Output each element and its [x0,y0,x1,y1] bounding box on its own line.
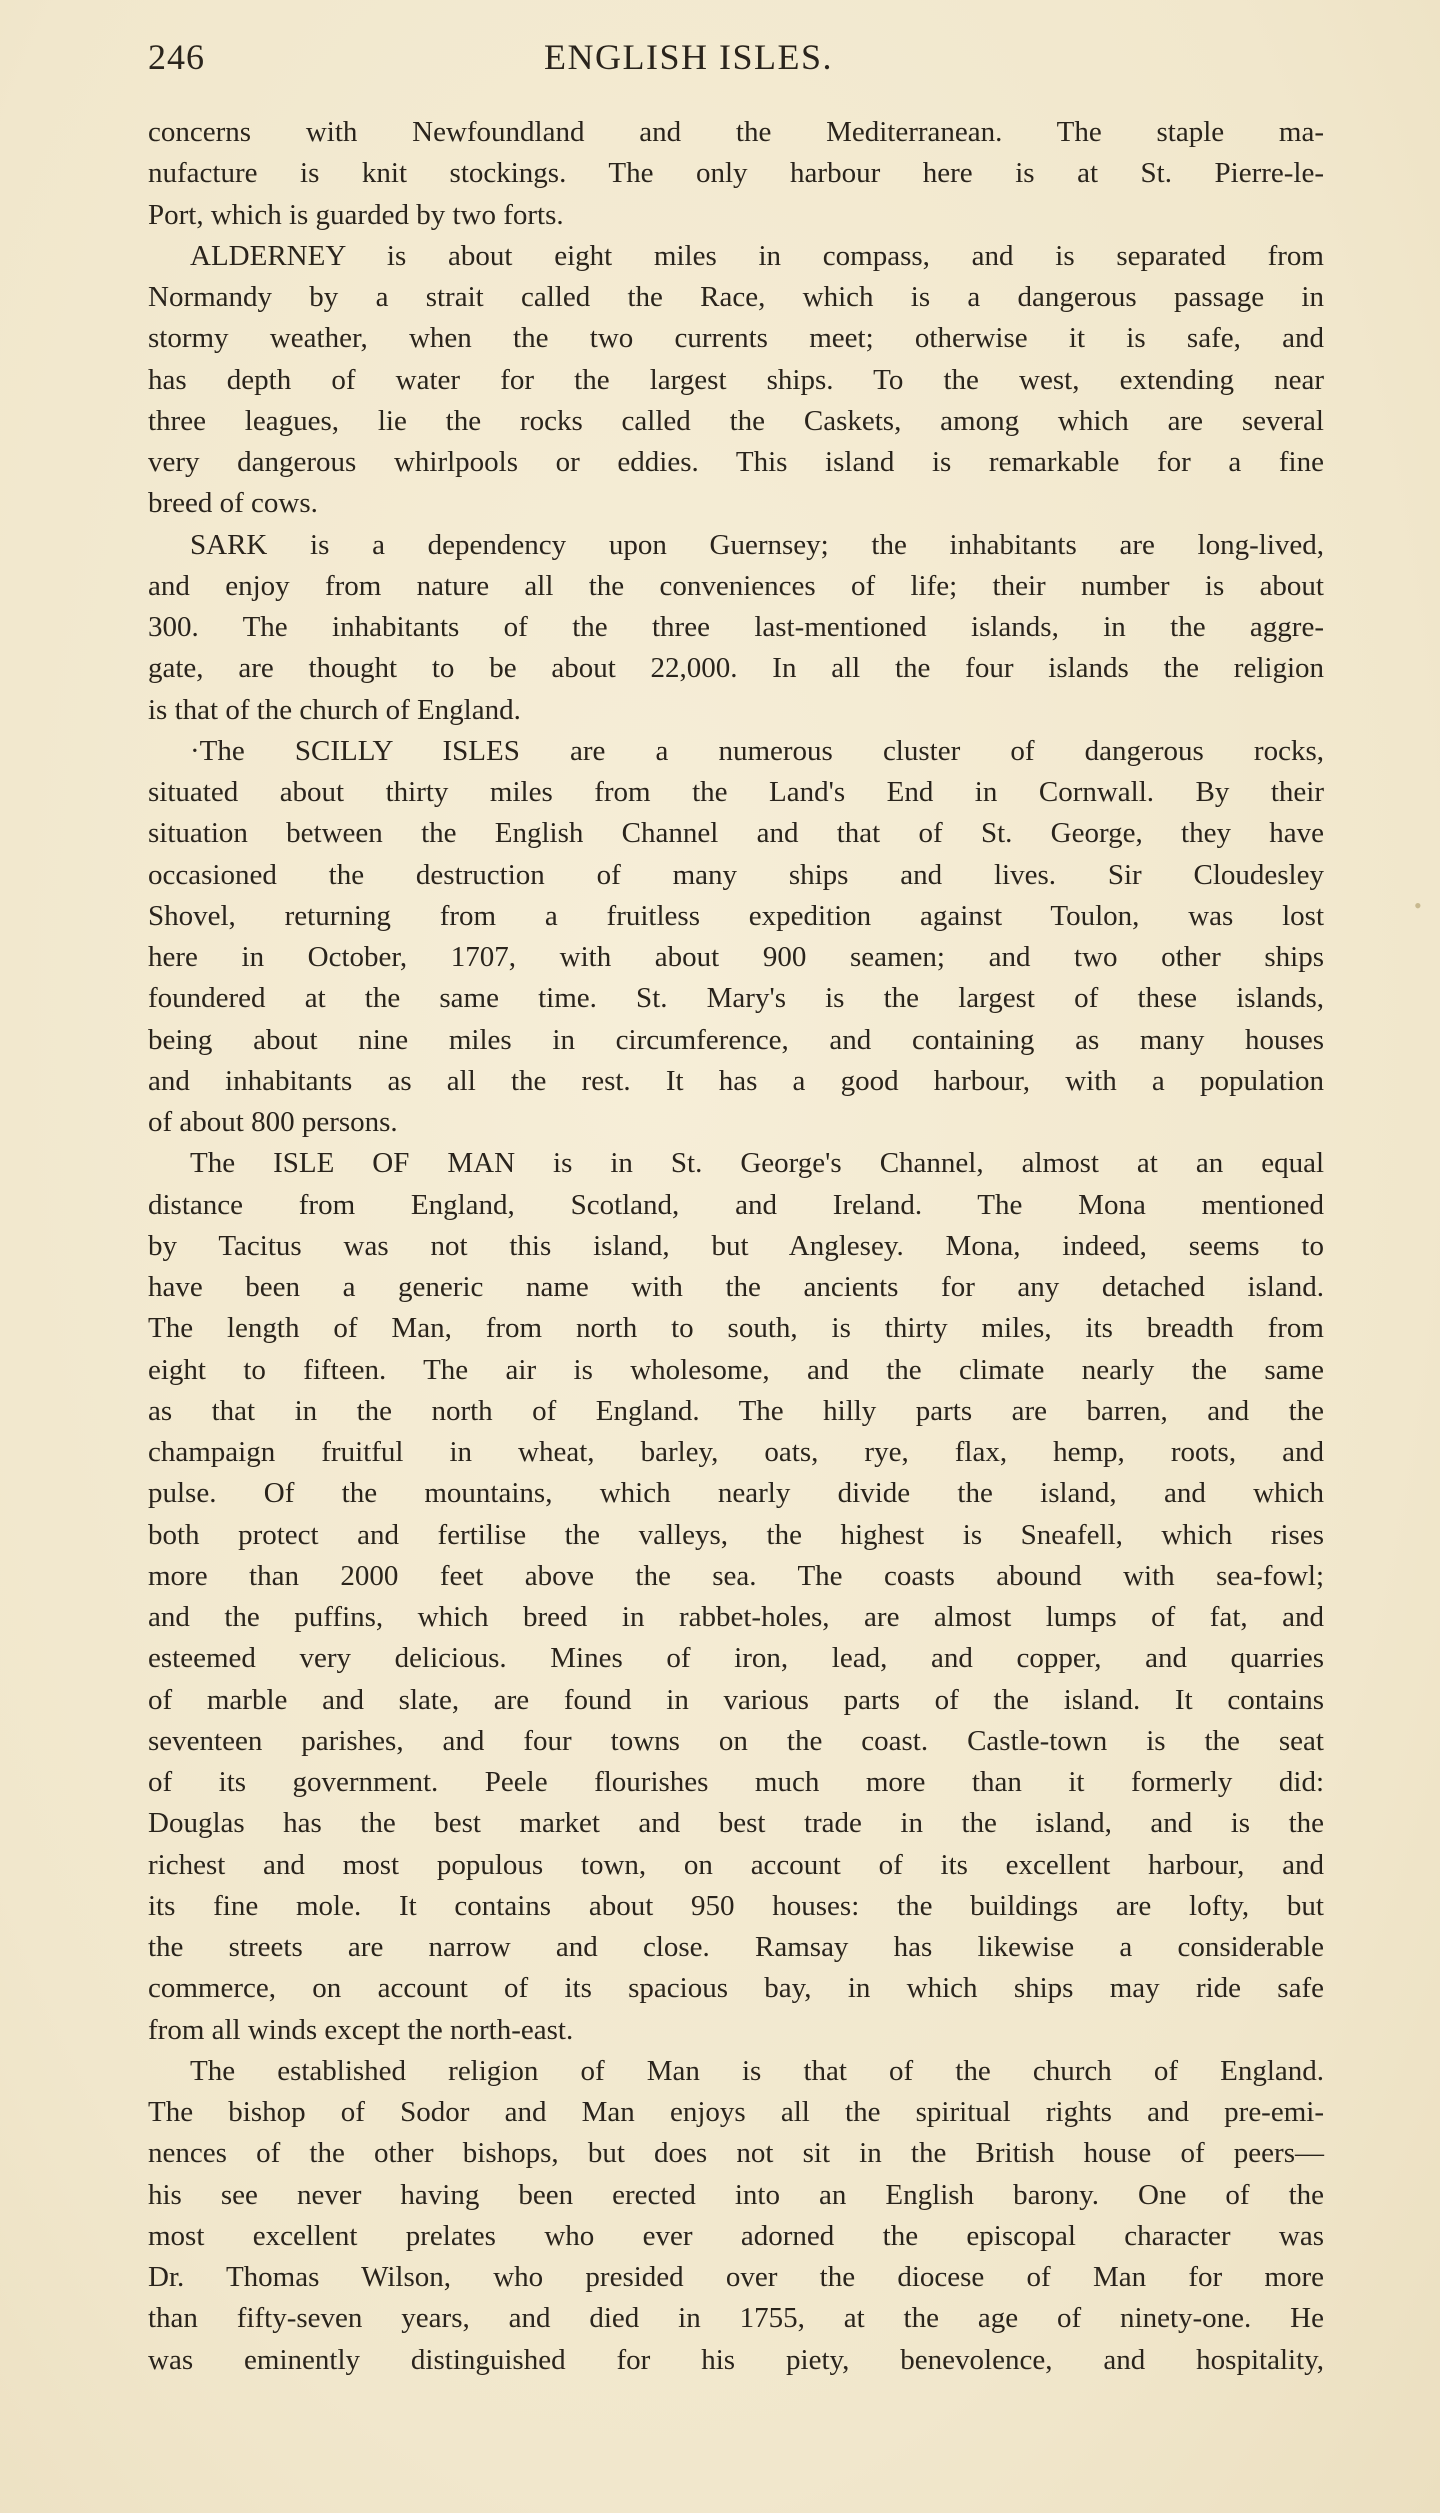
text-line: foundered at the same time. St. Mary's is the largest of these islands, [148,982,1324,1015]
text-line: more than 2000 feet above the sea. The coasts abound with sea-fowl; [148,1559,1324,1592]
text-line: was eminently distinguished for his piety, benevolence, and hospitality, [148,2343,1324,2376]
text-line: esteemed very delicious. Mines of iron, lead, and copper, and quarries [148,1642,1324,1675]
text-line: here in October, 1707, with about 900 seamen; and two other ships [148,941,1324,973]
text-line: Douglas has the best market and best trade in the island, and is the [148,1807,1324,1840]
text-line: champaign fruitful in wheat, barley, oats, rye, flax, hemp, roots, and [148,1436,1324,1468]
text-line: and the puffins, which breed in rabbet-holes, are almost lumps of fat, and [148,1601,1324,1633]
text-line: stormy weather, when the two currents meet; otherwise it is safe, and [148,322,1324,355]
text-line: three leagues, lie the rocks called the Caskets, among which are several [148,404,1324,437]
text-line: breed of cows. [148,487,318,520]
margin-speck: • [1414,893,1422,918]
text-line: ·The SCILLY ISLES are a numerous cluster of dangerous rocks, [190,734,1324,767]
text-line: The bishop of Sodor and Man enjoys all the spiritual rights and pre-emi- [148,2096,1324,2128]
text-line: as that in the north of England. The hilly parts are barren, and the [148,1394,1324,1427]
text-line: Dr. Thomas Wilson, who presided over the diocese of Man for more [148,2261,1324,2293]
text-line: nences of the other bishops, but does not sit in the British house of peers— [148,2137,1324,2170]
text-line: The established religion of Man is that of the church of England. [190,2054,1324,2087]
text-line: occasioned the destruction of many ships and lives. Sir Cloudesley [148,858,1324,891]
text-line: 300. The inhabitants of the three last-mentioned islands, in the aggre- [148,611,1324,643]
text-line: richest and most populous town, on account of its excellent harbour, and [148,1848,1324,1881]
text-line: nufacture is knit stockings. The only harbour here is at St. Pierre-le- [148,157,1324,190]
text-line: situation between the English Channel and that of St. George, they have [148,817,1324,850]
text-line: very dangerous whirlpools or eddies. This island is remarkable for a fine [148,446,1324,478]
text-line: both protect and fertilise the valleys, the highest is Sneafell, which rises [148,1518,1324,1551]
text-line: SARK is a dependency upon Guernsey; the inhabitants are long-lived, [190,528,1324,561]
text-line: most excellent prelates who ever adorned the episcopal character was [148,2219,1324,2252]
page-number: 246 [148,37,205,77]
text-line: gate, are thought to be about 22,000. In all the four islands the religion [148,652,1324,685]
running-title: ENGLISH ISLES. [544,37,833,77]
text-line: by Tacitus was not this island, but Anglesey. Mona, indeed, seems to [148,1229,1324,1262]
text-line: pulse. Of the mountains, which nearly divide the island, and which [148,1477,1324,1510]
text-line: seventeen parishes, and four towns on the coast. Castle-town is the seat [148,1724,1324,1757]
text-line: situated about thirty miles from the Land's End in Cornwall. By their [148,776,1324,808]
page-header [148,36,1328,86]
text-line: than fifty-seven years, and died in 1755, at the age of ninety-one. He [148,2302,1324,2335]
text-line: from all winds except the north-east. [148,2013,574,2046]
text-line: concerns with Newfoundland and the Mediterranean. The staple ma- [148,116,1324,148]
text-line: The ISLE OF MAN is in St. George's Channel, almost at an equal [190,1147,1324,1180]
text-line: being about nine miles in circumference, and containing as many houses [148,1023,1324,1056]
text-line: of about 800 persons. [148,1106,398,1138]
text-line: of marble and slate, are found in various parts of the island. It contains [148,1683,1324,1716]
text-line: and enjoy from nature all the conveniences of life; their number is about [148,569,1324,602]
text-line: its fine mole. It contains about 950 houses: the buildings are lofty, but [148,1889,1324,1922]
text-line: commerce, on account of its spacious bay, in which ships may ride safe [148,1972,1324,2005]
text-line: of its government. Peele flourishes much more than it formerly did: [148,1766,1324,1798]
text-line: The length of Man, from north to south, is thirty miles, its breadth from [148,1312,1324,1345]
text-line: have been a generic name with the ancients for any detached island. [148,1271,1324,1303]
text-line: his see never having been erected into an English barony. One of the [148,2178,1324,2211]
text-line: is that of the church of England. [148,693,521,726]
text-line: eight to fifteen. The air is wholesome, and the climate nearly the same [148,1353,1324,1386]
text-line: and inhabitants as all the rest. It has a good harbour, with a population [148,1064,1324,1097]
text-line: Shovel, returning from a fruitless expedition against Toulon, was lost [148,899,1324,932]
body-text [148,112,1324,2381]
text-line: Port, which is guarded by two forts. [148,198,564,231]
text-line: the streets are narrow and close. Ramsay has likewise a considerable [148,1931,1324,1963]
text-line: has depth of water for the largest ships. To the west, extending near [148,363,1324,396]
text-line: Normandy by a strait called the Race, which is a dangerous passage in [148,281,1324,313]
text-line: ALDERNEY is about eight miles in compass, and is separated from [190,239,1324,272]
text-line: distance from England, Scotland, and Ireland. The Mona mentioned [148,1188,1324,1221]
